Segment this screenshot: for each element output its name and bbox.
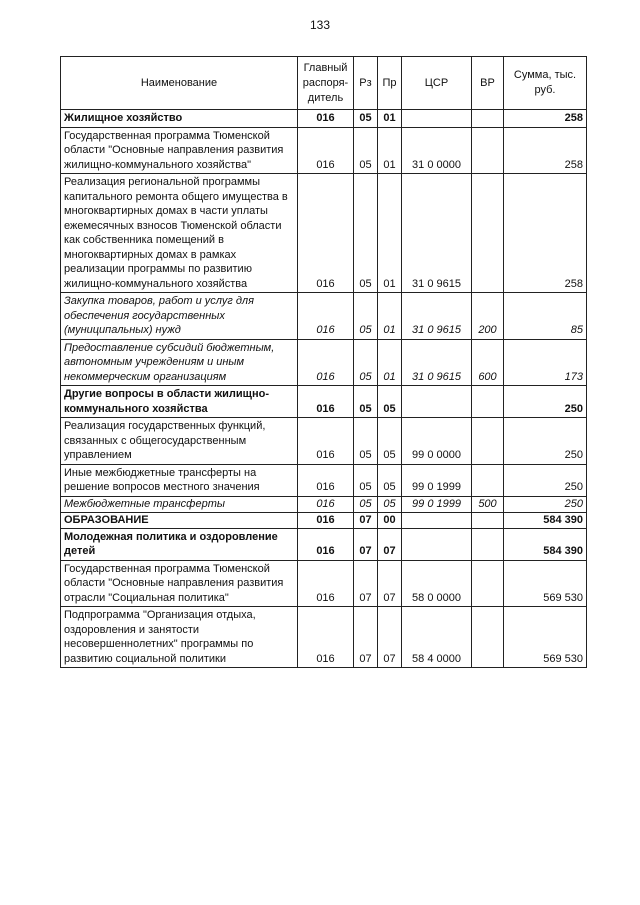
row-gr: 016: [298, 496, 354, 512]
table-row: [61, 339, 587, 386]
row-csr: 31 0 0000: [402, 127, 472, 174]
row-pr: 05: [378, 418, 402, 465]
row-sum: 258: [504, 174, 587, 293]
row-sum: 250: [504, 418, 587, 465]
table-row: [61, 110, 587, 128]
table-row: [61, 386, 587, 418]
header-chief-manager: Главный распоря-дитель: [298, 57, 354, 110]
row-name: Государственная программа Тюменской области "Основные направления развития жилищно-коммунального хозяйства": [61, 127, 298, 174]
table-row: [61, 528, 587, 560]
row-vr: [472, 512, 504, 528]
row-name: Предоставление субсидий бюджетным, автономным учреждениям и иным некоммерческим организациям: [61, 339, 298, 386]
row-vr: [472, 560, 504, 607]
row-csr: [402, 512, 472, 528]
row-rz: 05: [354, 110, 378, 128]
row-vr: 600: [472, 339, 504, 386]
row-rz: 07: [354, 607, 378, 668]
row-name: Реализация региональной программы капитального ремонта общего имущества в многоквартирных домах в части уплаты ежемесячных взносов Тюменской области как собственника помещений в многоквартирных домах в рамках реализации программы по развитию жилищно-коммунального хозяйства: [61, 174, 298, 293]
row-name: Подпрограмма "Организация отдыха, оздоровления и занятости несовершеннолетних" программы по развитию социальной политики: [61, 607, 298, 668]
table-row: [61, 512, 587, 528]
row-pr: 07: [378, 528, 402, 560]
row-gr: 016: [298, 607, 354, 668]
row-gr: 016: [298, 127, 354, 174]
row-pr: 00: [378, 512, 402, 528]
row-sum: 569 530: [504, 607, 587, 668]
row-sum: 85: [504, 293, 587, 340]
row-csr: 58 4 0000: [402, 607, 472, 668]
row-name: Жилищное хозяйство: [61, 110, 298, 128]
row-gr: 016: [298, 528, 354, 560]
row-vr: [472, 528, 504, 560]
row-csr: 31 0 9615: [402, 174, 472, 293]
table-row: [61, 293, 587, 340]
row-sum: 569 530: [504, 560, 587, 607]
row-gr: 016: [298, 339, 354, 386]
row-rz: 07: [354, 528, 378, 560]
header-expense-type: ВР: [472, 57, 504, 110]
row-gr: 016: [298, 110, 354, 128]
row-gr: 016: [298, 418, 354, 465]
table-row: [61, 127, 587, 174]
row-sum: 258: [504, 127, 587, 174]
header-amount: Сумма, тыс. руб.: [504, 57, 587, 110]
row-rz: 05: [354, 339, 378, 386]
row-rz: 05: [354, 293, 378, 340]
row-pr: 05: [378, 386, 402, 418]
row-csr: [402, 110, 472, 128]
row-csr: 99 0 0000: [402, 418, 472, 465]
row-pr: 01: [378, 339, 402, 386]
row-pr: 05: [378, 464, 402, 496]
row-sum: 258: [504, 110, 587, 128]
row-pr: 01: [378, 127, 402, 174]
row-vr: [472, 607, 504, 668]
row-vr: [472, 418, 504, 465]
row-sum: 173: [504, 339, 587, 386]
row-name: Другие вопросы в области жилищно-коммунального хозяйства: [61, 386, 298, 418]
row-sum: 584 390: [504, 528, 587, 560]
row-vr: [472, 174, 504, 293]
table-row: [61, 496, 587, 512]
row-name: Межбюджетные трансферты: [61, 496, 298, 512]
row-vr: [472, 464, 504, 496]
page-number: 133: [309, 18, 331, 32]
row-gr: 016: [298, 560, 354, 607]
row-name: Молодежная политика и оздоровление детей: [61, 528, 298, 560]
row-csr: 58 0 0000: [402, 560, 472, 607]
row-pr: 01: [378, 293, 402, 340]
row-csr: 99 0 1999: [402, 496, 472, 512]
row-gr: 016: [298, 512, 354, 528]
row-sum: 250: [504, 496, 587, 512]
row-gr: 016: [298, 464, 354, 496]
row-sum: 250: [504, 464, 587, 496]
row-rz: 07: [354, 560, 378, 607]
row-name: Государственная программа Тюменской области "Основные направления развития отрасли "Социальная политика": [61, 560, 298, 607]
row-rz: 05: [354, 386, 378, 418]
row-name: Реализация государственных функций, связанных с общегосударственным управлением: [61, 418, 298, 465]
table-row: [61, 560, 587, 607]
row-rz: 05: [354, 174, 378, 293]
row-vr: [472, 127, 504, 174]
row-csr: [402, 386, 472, 418]
row-rz: 05: [354, 496, 378, 512]
row-csr: 99 0 1999: [402, 464, 472, 496]
row-vr: 500: [472, 496, 504, 512]
row-csr: [402, 528, 472, 560]
header-section: Рз: [354, 57, 378, 110]
row-gr: 016: [298, 174, 354, 293]
header-name: Наименование: [61, 57, 298, 110]
row-csr: 31 0 9615: [402, 339, 472, 386]
row-pr: 07: [378, 560, 402, 607]
table-header-row: [61, 57, 587, 110]
table-row: [61, 174, 587, 293]
table-row: [61, 607, 587, 668]
row-vr: [472, 110, 504, 128]
row-sum: 584 390: [504, 512, 587, 528]
row-rz: 07: [354, 512, 378, 528]
row-name: ОБРАЗОВАНИЕ: [61, 512, 298, 528]
header-target-article: ЦСР: [402, 57, 472, 110]
row-rz: 05: [354, 418, 378, 465]
table-row: [61, 418, 587, 465]
header-subsection: Пр: [378, 57, 402, 110]
row-sum: 250: [504, 386, 587, 418]
row-gr: 016: [298, 293, 354, 340]
row-gr: 016: [298, 386, 354, 418]
row-rz: 05: [354, 464, 378, 496]
row-csr: 31 0 9615: [402, 293, 472, 340]
row-pr: 05: [378, 496, 402, 512]
row-vr: 200: [472, 293, 504, 340]
row-pr: 07: [378, 607, 402, 668]
table-row: [61, 464, 587, 496]
row-pr: 01: [378, 174, 402, 293]
row-vr: [472, 386, 504, 418]
row-name: Иные межбюджетные трансферты на решение вопросов местного значения: [61, 464, 298, 496]
budget-table: [60, 56, 587, 668]
row-rz: 05: [354, 127, 378, 174]
row-name: Закупка товаров, работ и услуг для обеспечения государственных (муниципальных) нужд: [61, 293, 298, 340]
row-pr: 01: [378, 110, 402, 128]
